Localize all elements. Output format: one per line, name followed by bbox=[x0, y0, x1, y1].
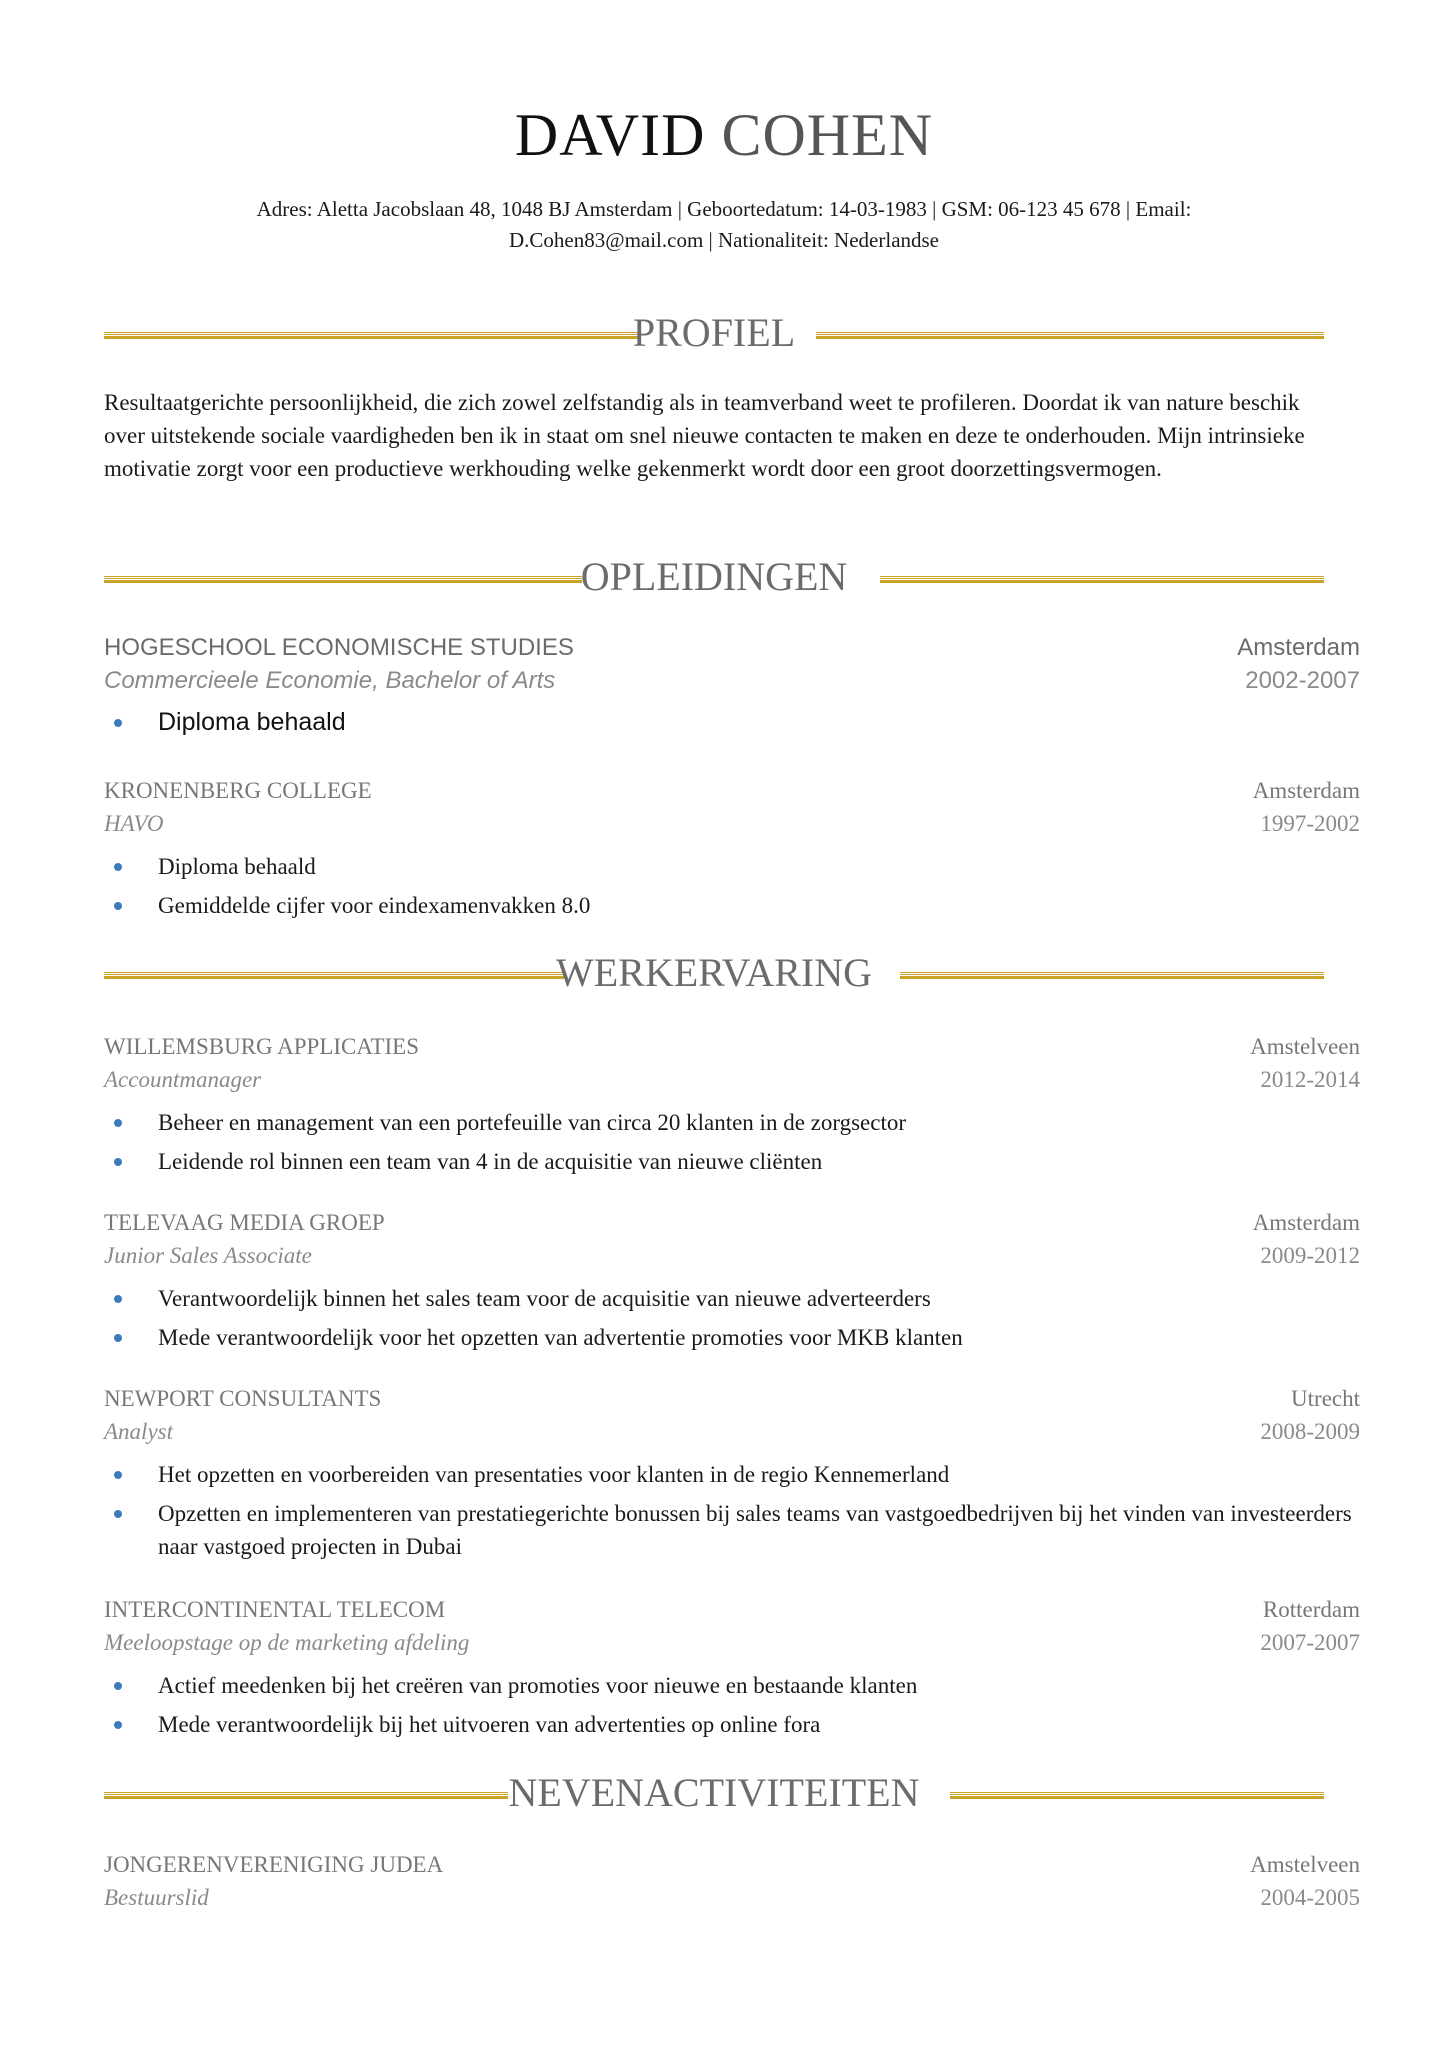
list-item bbox=[104, 850, 1360, 883]
heading-rule bbox=[950, 1792, 1324, 1799]
experience-entry bbox=[104, 1034, 1360, 1178]
entry-org: NEWPORT CONSULTANTS bbox=[104, 1386, 382, 1411]
entry-years: 2007-2007 bbox=[1260, 1630, 1360, 1655]
heading-rule bbox=[900, 972, 1324, 979]
section-heading-education bbox=[104, 554, 1324, 604]
entry-city: Utrecht bbox=[1291, 1386, 1360, 1411]
entry-bullets bbox=[104, 1106, 1360, 1178]
entry-city: Amsterdam bbox=[1252, 778, 1360, 803]
bullet-text: Diploma behaald bbox=[158, 708, 346, 736]
entry-subheader bbox=[104, 667, 1360, 700]
bullet-text: Het opzetten en voorbereiden van presentaties voor klanten in de regio Kennemerland bbox=[158, 1462, 950, 1487]
bullet-dot bbox=[114, 863, 122, 871]
first-name: DAVID bbox=[514, 102, 706, 168]
profile-text: Resultaatgerichte persoonlijkheid, die zich zowel zelfstandig als in teamverband weet te profileren. Doordat ik van nature beschik over uitstekende sociale vaardigheden ben ik in staat om snel nieuwe contacten te maken en deze te onderhouden. Mijn intrinsieke motivatie zorgt voor een productieve werkhouding welke gekenmerkt wordt door een groot doorzettingsvermogen. bbox=[104, 390, 1305, 481]
entry-header bbox=[104, 1386, 1360, 1419]
entry-bullets bbox=[104, 1458, 1360, 1563]
section-heading-activities bbox=[104, 1770, 1324, 1820]
entry-city: Amsterdam bbox=[1252, 1210, 1360, 1235]
entry-bullets bbox=[104, 850, 1360, 922]
bullet-text: Beheer en management van een portefeuille van circa 20 klanten in de zorgsector bbox=[158, 1110, 907, 1135]
education-entry bbox=[104, 634, 1360, 739]
contact-info bbox=[150, 194, 1298, 256]
list-item bbox=[104, 1321, 1360, 1354]
last-name: COHEN bbox=[721, 102, 934, 168]
bullet-dot bbox=[114, 1510, 122, 1518]
entry-role: Analyst bbox=[104, 1419, 173, 1444]
experience-entry bbox=[104, 1386, 1360, 1563]
entry-org: INTERCONTINENTAL TELECOM bbox=[104, 1597, 446, 1622]
entry-header bbox=[104, 1852, 1360, 1885]
entry-org: WILLEMSBURG APPLICATIES bbox=[104, 1034, 419, 1059]
bullet-dot bbox=[114, 1682, 122, 1690]
list-item bbox=[104, 1145, 1360, 1178]
heading-rule bbox=[816, 332, 1324, 339]
list-item bbox=[104, 1106, 1360, 1139]
bullet-text: Mede verantwoordelijk voor het opzetten van advertentie promoties voor MKB klanten bbox=[158, 1325, 963, 1350]
entry-city: Amstelveen bbox=[1250, 1852, 1360, 1877]
entry-org: TELEVAAG MEDIA GROEP bbox=[104, 1210, 385, 1235]
bullet-dot bbox=[114, 1158, 122, 1166]
entry-role: Junior Sales Associate bbox=[104, 1243, 312, 1268]
list-item bbox=[104, 1282, 1360, 1315]
entry-org: HOGESCHOOL ECONOMISCHE STUDIES bbox=[104, 634, 574, 661]
entry-header bbox=[104, 778, 1360, 811]
activity-entry bbox=[104, 1852, 1360, 1918]
entry-role: Accountmanager bbox=[104, 1067, 262, 1092]
entry-subheader bbox=[104, 1067, 1360, 1100]
bullet-text: Gemiddelde cijfer voor eindexamenvakken 8.0 bbox=[158, 893, 591, 918]
entry-city: Amstelveen bbox=[1250, 1034, 1360, 1059]
entry-header bbox=[104, 1210, 1360, 1243]
list-item bbox=[104, 1669, 1360, 1702]
resume-header bbox=[0, 100, 1448, 170]
bullet-dot bbox=[114, 1471, 122, 1479]
contact-line: Adres: Aletta Jacobslaan 48, 1048 BJ Amsterdam | Geboortedatum: 14-03-1983 | GSM: 06-123 45 678 | Email: bbox=[256, 197, 1192, 221]
entry-role: Commercieele Economie, Bachelor of Arts bbox=[104, 667, 556, 694]
heading-rule bbox=[880, 576, 1324, 583]
list-item bbox=[104, 1497, 1360, 1563]
bullet-dot bbox=[114, 902, 122, 910]
entry-years: 2008-2009 bbox=[1260, 1419, 1360, 1444]
entry-subheader bbox=[104, 1419, 1360, 1452]
bullet-dot bbox=[114, 719, 122, 727]
bullet-dot bbox=[114, 1295, 122, 1303]
candidate-name bbox=[0, 100, 1448, 170]
bullet-text: Diploma behaald bbox=[158, 854, 316, 879]
entry-years: 2012-2014 bbox=[1260, 1067, 1360, 1092]
entry-subheader bbox=[104, 811, 1360, 844]
list-item bbox=[104, 706, 1360, 739]
entry-header bbox=[104, 1034, 1360, 1067]
section-title: PROFIEL bbox=[632, 310, 796, 355]
entry-role: HAVO bbox=[104, 811, 164, 836]
entry-city: Amsterdam bbox=[1237, 634, 1360, 661]
entry-city: Rotterdam bbox=[1262, 1597, 1360, 1622]
entry-subheader bbox=[104, 1885, 1360, 1918]
list-item bbox=[104, 1458, 1360, 1491]
experience-entry bbox=[104, 1210, 1360, 1354]
entry-role: Bestuurslid bbox=[104, 1885, 209, 1910]
education-entry bbox=[104, 778, 1360, 922]
bullet-dot bbox=[114, 1334, 122, 1342]
list-item bbox=[104, 1708, 1360, 1741]
entry-org: JONGERENVERENIGING JUDEA bbox=[104, 1852, 444, 1877]
bullet-text: Leidende rol binnen een team van 4 in de acquisitie van nieuwe cliënten bbox=[158, 1149, 823, 1174]
entry-header bbox=[104, 1597, 1360, 1630]
list-item bbox=[104, 889, 1360, 922]
entry-header bbox=[104, 634, 1360, 667]
section-title: OPLEIDINGEN bbox=[580, 554, 848, 599]
entry-org: KRONENBERG COLLEGE bbox=[104, 778, 372, 803]
bullet-dot bbox=[114, 1721, 122, 1729]
section-title: WERKERVARING bbox=[555, 950, 873, 995]
entry-years: 2009-2012 bbox=[1260, 1243, 1360, 1268]
entry-bullets bbox=[104, 1669, 1360, 1741]
bullet-dot bbox=[114, 1119, 122, 1127]
section-heading-experience bbox=[104, 950, 1324, 1000]
experience-entry bbox=[104, 1597, 1360, 1741]
section-title: NEVENACTIVITEITEN bbox=[508, 1770, 920, 1815]
entry-years: 2004-2005 bbox=[1260, 1885, 1360, 1910]
entry-years: 1997-2002 bbox=[1260, 811, 1360, 836]
bullet-text: Mede verantwoordelijk bij het uitvoeren van advertenties op online fora bbox=[158, 1712, 821, 1737]
bullet-text: Verantwoordelijk binnen het sales team voor de acquisitie van nieuwe adverteerders bbox=[158, 1286, 931, 1311]
contact-line: D.Cohen83@mail.com | Nationaliteit: Nederlandse bbox=[508, 228, 940, 252]
entry-bullets bbox=[104, 1282, 1360, 1354]
bullet-text: Actief meedenken bij het creëren van promoties voor nieuwe en bestaande klanten bbox=[158, 1673, 918, 1698]
section-heading-profile bbox=[104, 310, 1324, 360]
entry-years: 2002-2007 bbox=[1245, 667, 1360, 694]
entry-role: Meeloopstage op de marketing afdeling bbox=[104, 1630, 470, 1655]
entry-subheader bbox=[104, 1630, 1360, 1663]
entry-bullets bbox=[104, 706, 1360, 739]
entry-subheader bbox=[104, 1243, 1360, 1276]
bullet-text: Opzetten en implementeren van prestatiegerichte bonussen bij sales teams van vastgoedbedrijven bij het vinden van investeerders naar vastgoed projecten in Dubai bbox=[158, 1501, 1352, 1559]
